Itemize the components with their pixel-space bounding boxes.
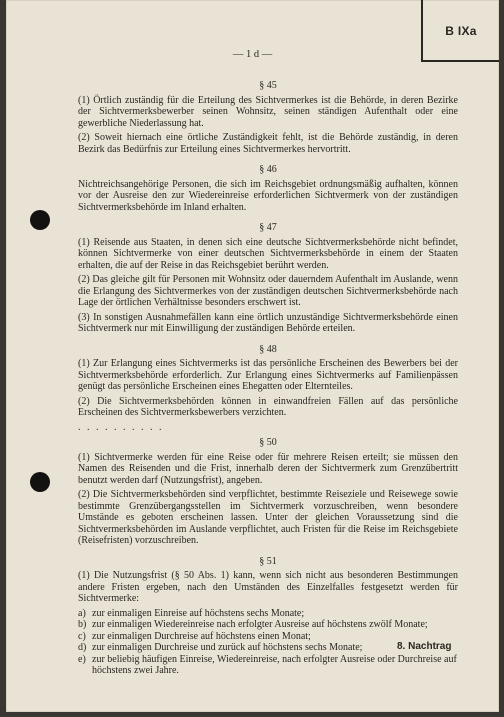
paragraph: (2) Die Sichtvermerksbehörden können in einwandfreien Fällen auf das persönliche Erscheinen des Sichtvermerksbewerbers verzichten. (78, 395, 458, 418)
list-item-text: zur beliebig häufigen Einreise, Wiedereinreise, nach erfolgter Ausreise oder Durchreise auf höchstens zwei Jahre. (92, 653, 457, 676)
list-item-label: a) (78, 607, 86, 619)
paragraph: (2) Die Sichtvermerksbehörden sind verpflichtet, bestimmte Reiseziele und Reisewege sowie bestimmte Grenzübergangsstellen im Sichtvermerk vorzuschreiben, wenn besondere Umstände es geboten erscheinen lassen. Unter der gleichen Voraussetzung sind die Sichtvermerksbehörden im Auslande verpflichtet, auch Fristen für die Reise im Reichsgebiete (Reisefristen) vorzuschreiben. (78, 489, 458, 546)
paragraph: (2) Das gleiche gilt für Personen mit Wohnsitz oder dauerndem Aufenthalt im Auslande, wenn die Erlangung des Sichtvermerkes von der zuständigen deutschen Sichtvermerksbehörde nach Lage der örtlichen Verhältnisse besonders erschwert ist. (78, 274, 458, 308)
supplement-label: 8. Nachtrag (397, 641, 452, 652)
document-page (6, 0, 499, 712)
paragraph: (1) Die Nutzungsfrist (§ 50 Abs. 1) kann, wenn sich nicht aus besonderen Bestimmungen andere Fristen ergeben, nach den Umständen des Einzelfalles festgesetzt werden für Sichtvermerke: (78, 570, 458, 604)
section-heading: § 46 (259, 164, 277, 175)
paragraph: (1) Zur Erlangung eines Sichtvermerks ist das persönliche Erscheinen des Bewerbers bei der Sichtvermerksbehörde erforderlich. Zur Erlangung eines Sichtvermerks auf Familienpässen genügt das persönliche Erscheinen eines Ehegatten oder Elternteiles. (78, 358, 458, 392)
list-item-text: zur einmaligen Einreise auf höchstens sechs Monate; (92, 607, 305, 619)
section-heading: § 45 (259, 80, 277, 91)
section-heading: § 50 (259, 437, 277, 448)
list-item-text: zur einmaligen Durchreise und zurück auf höchstens sechs Monate; (92, 642, 363, 653)
paragraph: (1) Sichtvermerke werden für eine Reise oder für mehrere Reisen erteilt; sie müssen den Namen des Reisenden und die Frist, innerhalb deren der Sichtvermerk zum Grenzübertritt benutzt werden darf (Nutzungsfrist), angeben. (78, 451, 458, 486)
list-item (78, 654, 458, 677)
paragraph: (2) Soweit hiernach eine örtliche Zuständigkeit fehlt, ist die Behörde zuständig, in deren Bezirk das Bedürfnis zur Erteilung eines Sichtvermerkes hervortritt. (78, 132, 458, 155)
section-heading: § 51 (259, 555, 277, 567)
punch-hole (30, 472, 50, 492)
punch-hole (30, 210, 50, 230)
list-item (78, 619, 458, 631)
corner-label: B IXa (445, 24, 477, 38)
paragraph: Nichtreichsangehörige Personen, die sich im Reichsgebiet ordnungsmäßig aufhalten, können vor der Ausreise den zur Wiedereinreise erforderlichen Sichtvermerk von der zuständigen Sichtvermerksbehörde im Inland erhalten. (78, 178, 458, 213)
document-body (78, 80, 458, 677)
list-item-label: e) (78, 653, 86, 665)
paragraph: (3) In sonstigen Ausnahmefällen kann eine örtlich unzuständige Sichtvermerksbehörde einen Sichtvermerk nur mit Einwilligung der zuständigen Behörde erteilen. (78, 311, 458, 334)
list-item-text: zur einmaligen Wiedereinreise nach erfolgter Ausreise auf höchstens zwölf Monate; (92, 619, 428, 630)
section-heading: § 47 (259, 222, 277, 233)
list-item-text: zur einmaligen Durchreise auf höchstens einen Monat; (92, 630, 311, 642)
paragraph: (1) Örtlich zuständig für die Erteilung des Sichtvermerkes ist die Behörde, in deren Bezirke der Sichtvermerksbewerber seinen Wohnsitz, seinen ständigen Aufenthalt oder eine gewerbliche Niederlassung hat. (78, 94, 458, 129)
page-number: — 1 d — (232, 49, 273, 60)
paragraph: (1) Reisende aus Staaten, in denen sich eine deutsche Sichtvermerksbehörde nicht befindet, können Sichtvermerke von einer deutschen Sichtvermerksbehörde in einem der Staaten erhalten, die auf der Reise in das Reichsgebiet berührt werden. (78, 236, 458, 271)
list-item (78, 608, 458, 620)
list-item-label: b) (78, 619, 87, 630)
list-item-label: d) (78, 642, 87, 653)
section-heading: § 48 (259, 343, 277, 355)
list-item-label: c) (78, 630, 86, 642)
omission-dots: . . . . . . . . . . (78, 421, 164, 433)
